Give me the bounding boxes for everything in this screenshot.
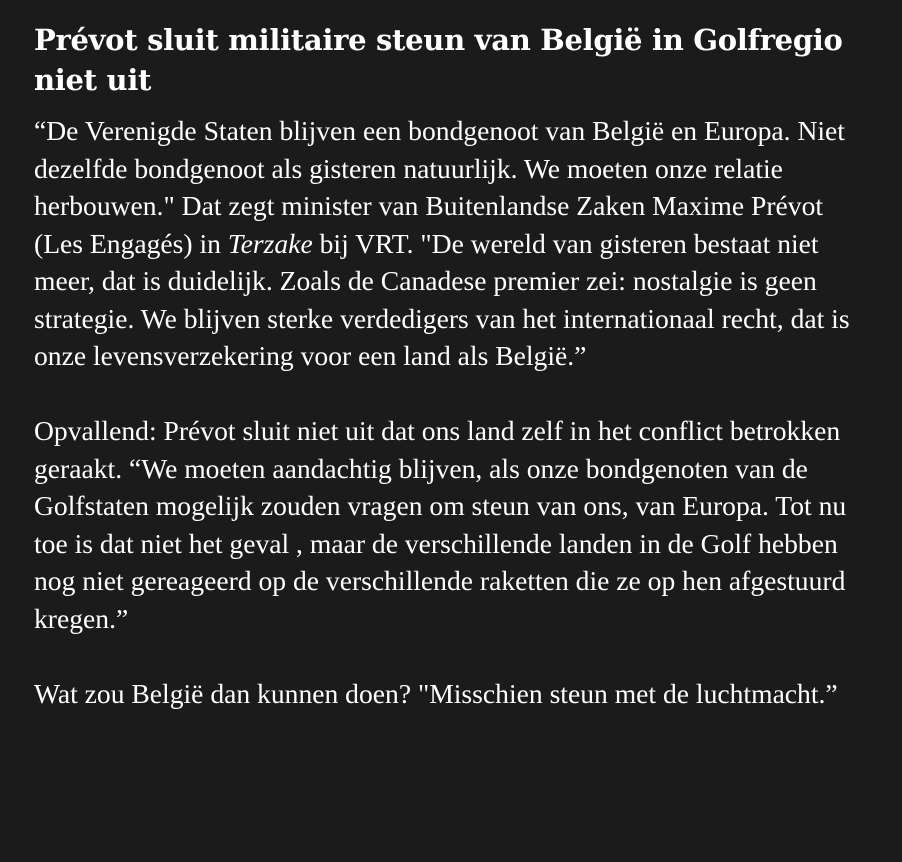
- article-body: [34, 112, 868, 712]
- article-paragraph-1: [34, 112, 868, 375]
- article-paragraph-2: Opvallend: Prévot sluit niet uit dat ons land zelf in het conflict betrokken geraakt. “We moeten aandachtig blijven, als onze bondgenoten van de Golfstaten mogelijk zouden vragen om steun van ons, van Europa. Tot nu toe is dat niet het geval , maar de verschillende landen in de Golf hebben nog niet gereageerd op de verschillende raketten die ze op hen afgestuurd kregen.”: [34, 415, 847, 634]
- paragraph-1-text-start: “De Verenigde Staten blijven een bondgenoot van België en Europa. Niet dezelfde bondgenoot als gisteren natuurlijk. We moeten onze relatie herbouwen." Dat zegt minister van Buitenlandse Zaken Maxime Prévot (Les Engagés) in: [34, 115, 845, 259]
- paragraph-1-text-end: bij VRT. "De wereld van gisteren bestaat niet meer, dat is duidelijk. Zoals de Canadese premier zei: nostalgie is geen strategie. We blijven sterke verdedigers van het internationaal recht, dat is onze levensverzekering voor een land als België.”: [34, 227, 850, 371]
- program-name-terzake: Terzake: [227, 227, 313, 259]
- article-headline: Prévot sluit militaire steun van België in Golfregio niet uit: [34, 23, 843, 97]
- article-paragraph-3: Wat zou België dan kunnen doen? "Misschien steun met de luchtmacht.”: [34, 677, 838, 709]
